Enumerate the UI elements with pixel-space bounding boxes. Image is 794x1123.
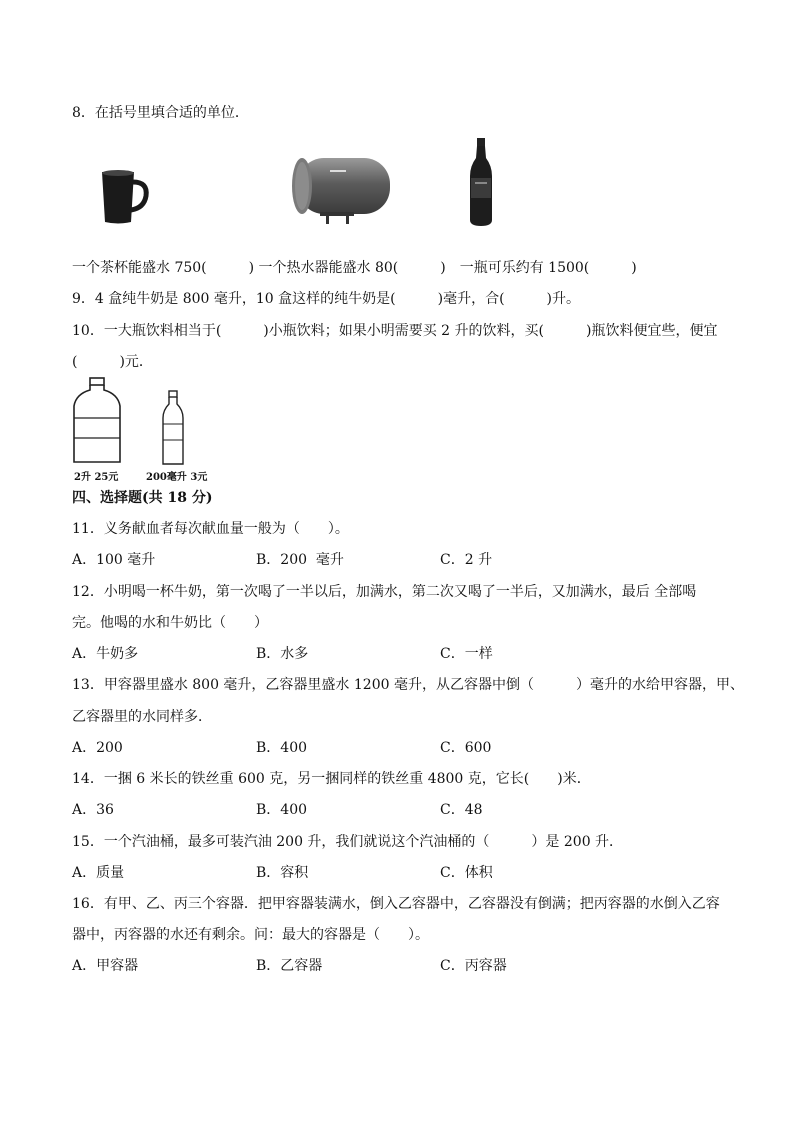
q15-option-b: B．容积	[256, 865, 309, 881]
q12-option-a: A．牛奶多	[72, 646, 139, 662]
q11-option-b: B．200 毫升	[256, 552, 344, 568]
q12-option-c: C．一样	[440, 646, 493, 662]
q11-option-c: C．2 升	[440, 552, 493, 568]
q14-option-c: C．48	[440, 802, 483, 818]
q13-option-a: A．200	[72, 740, 123, 756]
q11-option-a: A．100 毫升	[72, 552, 156, 568]
teacup-image	[98, 168, 150, 226]
q11-text: 11．义务献血者每次献血量一般为（ ）。	[72, 521, 349, 537]
q15-option-c: C．体积	[440, 865, 493, 881]
q14-option-a: A．36	[72, 802, 114, 818]
q14-text: 14．一捆 6 米长的铁丝重 600 克，另一捆同样的铁丝重 4800 克，它长( )米．	[72, 771, 591, 787]
q14-option-b: B．400	[256, 802, 308, 818]
q13-option-c: C．600	[440, 740, 492, 756]
cola-bottle-image	[467, 138, 495, 228]
q15-option-a: A．质量	[72, 865, 125, 881]
q13-line-1: 13．甲容器里盛水 800 毫升，乙容器里盛水 1200 毫升，从乙容器中倒（ ）毫升的水给甲容器，甲、	[72, 677, 744, 693]
q16-option-a: A．甲容器	[72, 958, 139, 974]
q12-line-2: 完。他喝的水和牛奶比（ ）	[72, 615, 268, 631]
q16-option-b: B．乙容器	[256, 958, 323, 974]
q16-line-2: 器中，丙容器的水还有剩余。问：最大的容器是（ ）。	[72, 927, 429, 943]
small-bottle-label: 200毫升 3元	[146, 472, 208, 483]
q8-title: 8．在括号里填合适的单位．	[72, 105, 249, 121]
q9-text: 9．4 盒纯牛奶是 800 毫升，10 盒这样的纯牛奶是( )毫升，合( )升。	[72, 291, 580, 307]
q16-line-1: 16．有甲、乙、丙三个容器．把甲容器装满水，倒入乙容器中，乙容器没有倒满；把丙容器的水倒入乙容	[72, 896, 720, 912]
q15-text: 15．一个汽油桶，最多可装汽油 200 升，我们就说这个汽油桶的（ ）是 200 升．	[72, 834, 624, 850]
q8-answer-line: 一个茶杯能盛水 750( ) 一个热水器能盛水 80( ) 一瓶可乐约有 1500( )	[72, 260, 637, 276]
q12-line-1: 12．小明喝一杯牛奶，第一次喝了一半以后，加满水，第二次又喝了一半后，又加满水，最后 全部喝	[72, 584, 697, 600]
large-bottle-image	[72, 376, 122, 466]
q10-line-1: 10．一大瓶饮料相当于( )小瓶饮料；如果小明需要买 2 升的饮料，买( )瓶饮料便宜些，便宜	[72, 323, 718, 339]
q12-option-b: B．水多	[256, 646, 309, 662]
small-bottle-image	[160, 390, 186, 466]
q16-option-c: C．丙容器	[440, 958, 507, 974]
section-heading: 四、选择题(共 18 分)	[72, 490, 213, 506]
water-heater-image	[290, 156, 398, 224]
q13-option-b: B．400	[256, 740, 308, 756]
large-bottle-label: 2升 25元	[74, 472, 119, 483]
q10-line-2: ( )元．	[72, 354, 153, 370]
q13-line-2: 乙容器里的水同样多．	[72, 709, 212, 725]
